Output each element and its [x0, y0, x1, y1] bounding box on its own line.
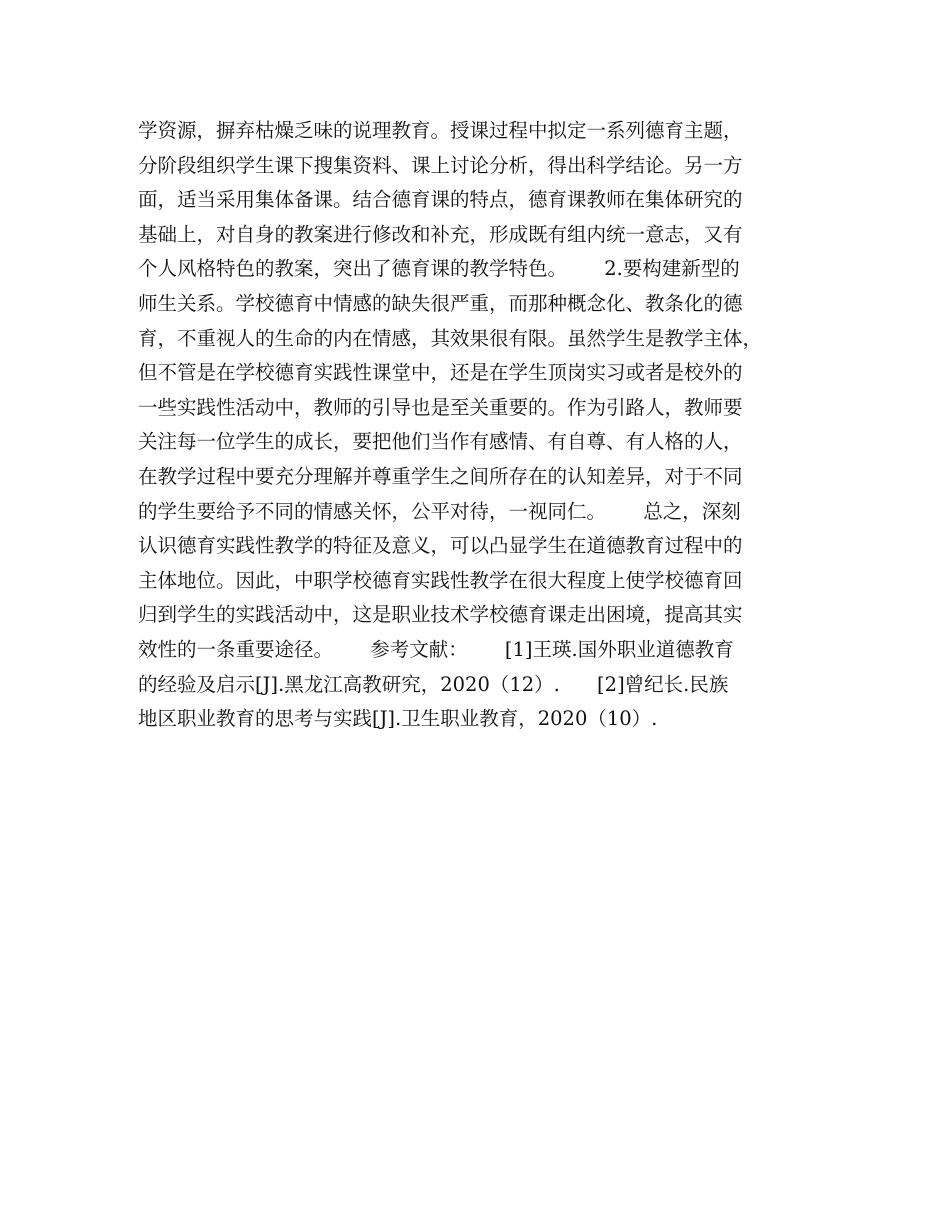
text-line: 分阶段组织学生课下搜集资料、课上讨论分析，得出科学结论。另一方: [138, 153, 743, 177]
text-line: 学资源，摒弃枯燥乏味的说理教育。授课过程中拟定一系列德育主题，: [138, 119, 743, 142]
reference-line: 的经验及启示[J].黑龙江高教研究，2020（12）. [2]曾纪长.民族: [138, 672, 729, 696]
text-line: 一些实践性活动中，教师的引导也是至关重要的。作为引路人，教师要: [138, 395, 743, 419]
reference-line: 地区职业教育的思考与实践[J].卫生职业教育，2020（10）.: [138, 707, 658, 731]
text-line: 面，适当采用集体备课。结合德育课的特点，德育课教师在集体研究的: [138, 188, 743, 212]
text-line: 归到学生的实践活动中，这是职业技术学校德育课走出困境，提高其实: [138, 603, 743, 627]
body-text: [138, 114, 828, 737]
text-line: 师生关系。学校德育中情感的缺失很严重，而那种概念化、教条化的德: [138, 291, 743, 315]
text-line: 育，不重视人的生命的内在情感，其效果很有限。虽然学生是教学主体，: [138, 326, 763, 350]
text-line: 主体地位。因此，中职学校德育实践性教学在很大程度上使学校德育回: [138, 568, 743, 592]
text-line: 的学生要给予不同的情感关怀，公平对待，一视同仁。 总之，深刻: [138, 499, 741, 523]
text-line: 在教学过程中要充分理解并尊重学生之间所存在的认知差异，对于不同: [138, 464, 743, 488]
reference-line: 效性的一条重要途径。 参考文献： [1]王瑛.国外职业道德教育: [138, 637, 734, 661]
text-line: 认识德育实践性教学的特征及意义，可以凸显学生在道德教育过程中的: [138, 534, 743, 558]
text-line: 基础上，对自身的教案进行修改和补充，形成既有组内统一意志，又有: [138, 222, 743, 246]
text-line: 个人风格特色的教案，突出了德育课的教学特色。 2.要构建新型的: [138, 257, 740, 281]
text-line: 关注每一位学生的成长，要把他们当作有感情、有自尊、有人格的人，: [138, 430, 743, 454]
text-line: 但不管是在学校德育实践性课堂中，还是在学生顶岗实习或者是校外的: [138, 361, 743, 385]
